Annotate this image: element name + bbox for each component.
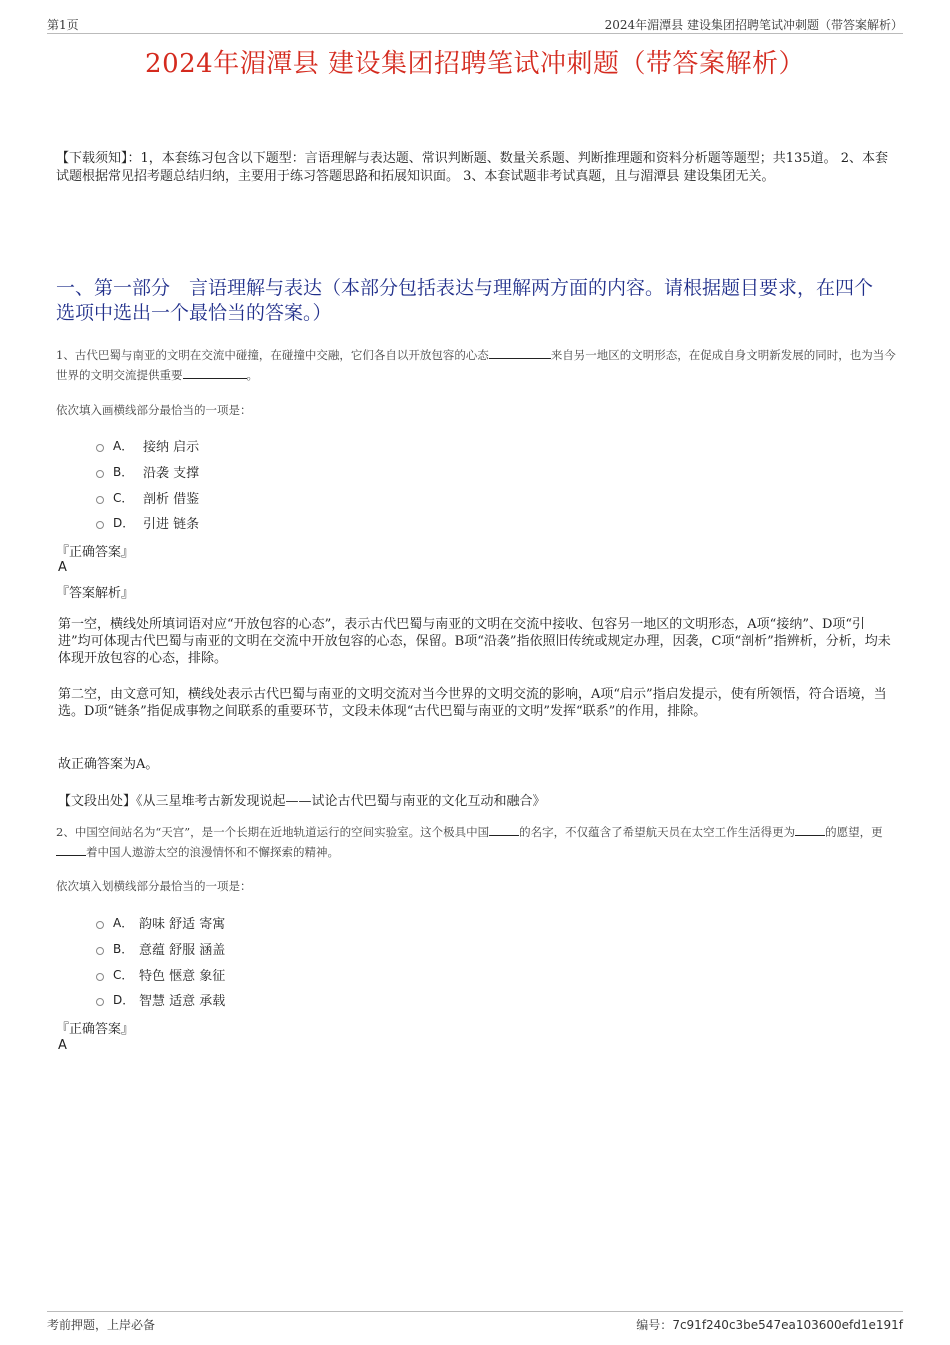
q1-source: 【文段出处】《从三星堆考古新发现说起——试论古代巴蜀与南亚的文化互动和融合》 bbox=[58, 794, 546, 809]
question-1-stem bbox=[56, 345, 898, 385]
option-label: D． bbox=[113, 993, 135, 1008]
option-label: D． bbox=[113, 516, 135, 531]
section-heading: 一、第一部分 言语理解与表达（本部分包括表达与理解两方面的内容。请根据题目要求，在四个选项中选出一个最恰当的答案。） bbox=[56, 277, 874, 324]
q2-option-d[interactable] bbox=[96, 987, 225, 1013]
q2-option-a[interactable] bbox=[96, 910, 225, 936]
option-text: 特色 惬意 象征 bbox=[139, 968, 226, 984]
radio-icon[interactable] bbox=[96, 973, 104, 981]
footer-code-value: 7c91f240c3be547ea103600efd1e191f bbox=[672, 1318, 903, 1332]
option-text: 接纳 启示 bbox=[143, 440, 200, 456]
q1-text-part3: 。 bbox=[246, 368, 258, 382]
page-footer bbox=[47, 1311, 903, 1334]
q1-analysis-heading: 『答案解析』 bbox=[56, 586, 135, 601]
q1-option-c[interactable] bbox=[96, 484, 199, 510]
radio-icon[interactable] bbox=[96, 521, 104, 529]
q2-text-part1: 2、中国空间站名为“天宫”，是一个长期在近地轨道运行的空间实验室。这个极具中国 bbox=[56, 825, 490, 839]
q2-option-b[interactable] bbox=[96, 936, 225, 962]
q2-answer: A bbox=[58, 1038, 67, 1053]
question-2-stem bbox=[56, 822, 898, 862]
option-label: C． bbox=[113, 967, 134, 982]
page-number: 第1页 bbox=[47, 18, 79, 32]
radio-icon[interactable] bbox=[96, 444, 104, 452]
q1-blank-2 bbox=[183, 366, 247, 379]
q1-conclusion: 故正确答案为A。 bbox=[58, 757, 159, 772]
footer-code-label: 编号： bbox=[636, 1318, 673, 1332]
page-header bbox=[47, 13, 903, 34]
q2-text-part2: 的名字，不仅蕴含了希望航天员在太空工作生活得更为 bbox=[519, 825, 796, 839]
q1-blank-1 bbox=[489, 346, 551, 359]
q1-instruction: 依次填入画横线部分最恰当的一项是： bbox=[56, 403, 252, 417]
q2-answer-heading: 『正确答案』 bbox=[56, 1022, 135, 1037]
radio-icon[interactable] bbox=[96, 998, 104, 1006]
q1-options bbox=[96, 433, 199, 536]
q1-option-b[interactable] bbox=[96, 459, 199, 485]
q2-blank-3 bbox=[56, 843, 86, 856]
radio-icon[interactable] bbox=[96, 921, 104, 929]
radio-icon[interactable] bbox=[96, 947, 104, 955]
option-text: 意蕴 舒服 涵盖 bbox=[139, 943, 226, 959]
header-doc-title: 2024年湄潭县 建设集团招聘笔试冲刺题（带答案解析） bbox=[604, 18, 903, 32]
footer-code bbox=[636, 1316, 903, 1333]
option-text: 智慧 适意 承载 bbox=[139, 994, 226, 1010]
option-label: C． bbox=[113, 490, 134, 505]
option-label: A． bbox=[113, 916, 134, 931]
footer-slogan: 考前押题，上岸必备 bbox=[47, 1318, 156, 1332]
option-label: B． bbox=[113, 465, 134, 480]
document-title: 2024年湄潭县 建设集团招聘笔试冲刺题（带答案解析） bbox=[145, 49, 805, 79]
q1-analysis-1: 第一空，横线处所填词语对应“开放包容的心态”，表示古代巴蜀与南亚的文明在交流中接收、包容另一地区的文明形态，A项“接纳”、D项“引进”均可体现古代巴蜀与南亚的文明在交流中开放包容的心态，保留。B项“沿袭”指依照旧传统或规定办理，因袭，C项“剖析”指辨析，分析，均未体现开放包容的心态，排除。 bbox=[58, 617, 891, 666]
download-notice: 【下载须知】：1，本套练习包含以下题型：言语理解与表达题、常识判断题、数量关系题、判断推理题和资料分析题等题型；共135道。 2、本套试题根据常见招考题总结归纳，主要用于练习答题思路和拓展知识面。 3、本套试题非考试真题，且与湄潭县 建设集团无关。 bbox=[56, 151, 888, 184]
option-label: B． bbox=[113, 942, 134, 957]
q2-text-part3: 的愿望，更 bbox=[825, 825, 883, 839]
q1-text-part2: 来自另一地区的文明形态，在促成自身文明新发展的同时，也为当今世界的文明交流提供重要 bbox=[56, 348, 896, 382]
q1-text-part1: 1、古代巴蜀与南亚的文明在交流中碰撞，在碰撞中交融，它们各自以开放包容的心态 bbox=[56, 348, 489, 362]
q2-blank-1 bbox=[489, 823, 519, 836]
q1-option-d[interactable] bbox=[96, 510, 199, 536]
q1-answer-heading: 『正确答案』 bbox=[56, 545, 135, 560]
q1-option-a[interactable] bbox=[96, 433, 199, 459]
q2-option-c[interactable] bbox=[96, 961, 225, 987]
q2-blank-2 bbox=[795, 823, 825, 836]
radio-icon[interactable] bbox=[96, 470, 104, 478]
option-text: 沿袭 支撑 bbox=[143, 466, 200, 482]
option-text: 引进 链条 bbox=[143, 517, 200, 533]
option-text: 韵味 舒适 寄寓 bbox=[139, 917, 226, 933]
option-text: 剖析 借鉴 bbox=[143, 491, 200, 507]
option-label: A． bbox=[113, 439, 134, 454]
radio-icon[interactable] bbox=[96, 496, 104, 504]
q2-options bbox=[96, 910, 225, 1013]
q1-analysis-2: 第二空，由文意可知，横线处表示古代巴蜀与南亚的文明交流对当今世界的文明交流的影响，A项“启示”指启发提示，使有所领悟，符合语境，当选。D项“链条”指促成事物之间联系的重要环节，文段未体现“古代巴蜀与南亚的文明”发挥“联系”的作用，排除。 bbox=[58, 687, 887, 719]
q2-instruction: 依次填入划横线部分最恰当的一项是： bbox=[56, 879, 252, 893]
q2-text-part4: 着中国人遨游太空的浪漫情怀和不懈探索的精神。 bbox=[86, 845, 339, 859]
q1-answer: A bbox=[58, 560, 67, 575]
